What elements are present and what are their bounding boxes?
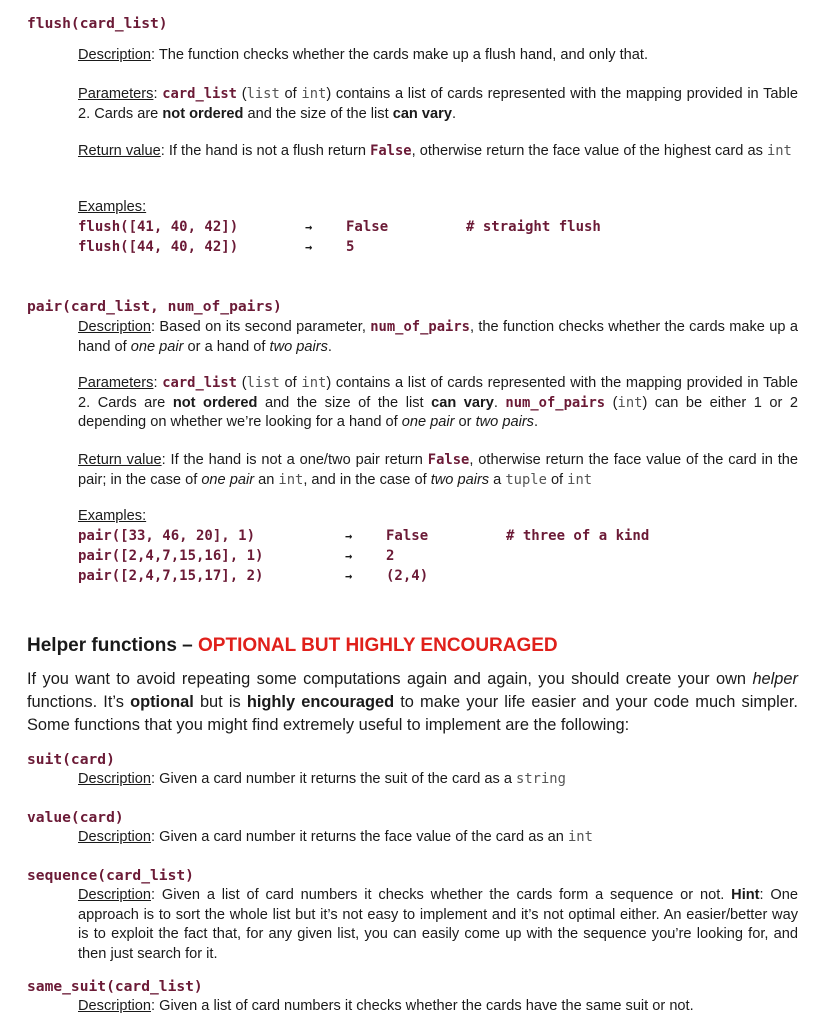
example-call: flush([44, 40, 42]): [78, 239, 239, 255]
arrow-icon: →: [345, 529, 353, 543]
flush-examples-label: Examples:: [78, 199, 147, 215]
example-call: pair([33, 46, 20], 1): [78, 528, 256, 544]
type-name: int: [278, 471, 304, 488]
example-row: [78, 238, 355, 258]
text: : Given a card number it returns the suit of the card as a: [151, 771, 517, 787]
emphasis: two pairs: [430, 471, 490, 488]
type-name: int: [567, 471, 593, 488]
type-name: int: [617, 394, 643, 411]
parameters-label: Parameters: [78, 375, 154, 391]
return-label: Return value: [78, 143, 161, 159]
text: or a hand of: [183, 338, 270, 355]
helpers-intro: [27, 668, 798, 737]
value-signature: value(card): [27, 809, 124, 826]
code-false: False: [370, 143, 412, 159]
param-name: card_list: [162, 375, 237, 391]
emphasis: two pairs: [269, 338, 328, 355]
emphasis: one pair: [201, 471, 255, 488]
text: (: [605, 394, 618, 411]
text: and the size of the list: [257, 394, 432, 411]
emphasis: optional: [130, 693, 194, 711]
heading-highlight: OPTIONAL BUT HIGHLY ENCOURAGED: [198, 635, 558, 656]
emphasis: can vary: [431, 394, 494, 411]
emphasis: not ordered: [172, 394, 258, 411]
text: : Given a list of card numbers it checks whether the cards have the same suit or not.: [151, 998, 694, 1014]
example-result: False: [386, 528, 429, 544]
description-text: : The function checks whether the cards make up a flush hand, and only that.: [151, 47, 649, 63]
example-call: flush([41, 40, 42]): [78, 219, 239, 235]
example-comment: # three of a kind: [506, 528, 650, 544]
text: :: [153, 86, 163, 102]
helpers-heading: [27, 636, 558, 656]
description-label: Description: [78, 47, 151, 63]
text: .: [451, 105, 456, 122]
text: .: [533, 414, 539, 430]
pair-description: [78, 318, 798, 357]
description-label: Description: [78, 998, 151, 1014]
example-row: [78, 218, 601, 238]
suit-description: [78, 770, 798, 790]
pair-signature: pair(card_list, num_of_pairs): [27, 298, 282, 315]
text: ) can be either 1 or 2 depending on whether we’re looking for a hand of: [78, 394, 799, 430]
example-result: (2,4): [386, 568, 429, 584]
text: : Given a list of card numbers it checks whether the cards form a sequence or not.: [151, 887, 732, 903]
flush-description: [78, 46, 798, 66]
text: an: [254, 471, 279, 488]
text: : Given a card number it returns the face value of the card as an: [151, 829, 568, 845]
text: to make your life easier and your code much simpler. Some functions that you might find extremely useful to implement are the following:: [27, 693, 798, 734]
text: ) contains a list of cards represented with the mapping provided in Table 2. Cards are: [78, 375, 799, 411]
text: but is: [193, 693, 247, 711]
text: and the size of the list: [243, 105, 393, 122]
example-call: pair([2,4,7,15,17], 2): [78, 568, 264, 584]
description-label: Description: [78, 829, 151, 845]
description-label: Description: [78, 771, 151, 787]
hint-label: Hint: [731, 887, 760, 903]
example-result: 5: [346, 239, 355, 255]
emphasis: can vary: [392, 105, 452, 122]
text: of: [546, 471, 568, 488]
text: : If the hand is not a one/two pair return: [161, 452, 428, 468]
flush-return-value: [78, 142, 798, 162]
sequence-signature: sequence(card_list): [27, 867, 194, 884]
emphasis: highly encouraged: [246, 693, 395, 711]
example-call: pair([2,4,7,15,16], 1): [78, 548, 264, 564]
suit-signature: suit(card): [27, 751, 115, 768]
text: .: [493, 394, 506, 411]
parameters-label: Parameters: [78, 86, 154, 102]
text: : If the hand is not a flush return: [160, 143, 371, 159]
arrow-icon: →: [305, 220, 313, 234]
type-name: int: [766, 143, 792, 159]
example-row: [78, 567, 429, 587]
param-name: card_list: [162, 86, 237, 102]
text: If you want to avoid repeating some computations again and again, you should create your own: [27, 670, 753, 688]
value-description: [78, 828, 798, 848]
pair-return-value: [78, 451, 798, 490]
arrow-icon: →: [345, 549, 353, 563]
example-row: [78, 547, 395, 567]
type-name: int: [301, 86, 327, 102]
text: or: [454, 414, 476, 430]
text: ) contains a list of cards represented with the mapping provided in Table 2. Cards are: [78, 86, 799, 122]
text: , the function checks whether the cards make up a hand of: [78, 319, 798, 355]
type-name: tuple: [505, 471, 547, 488]
text: , otherwise return the face value of the card in the pair; in the case of: [78, 452, 799, 488]
sequence-description: [78, 886, 798, 964]
example-result: 2: [386, 548, 395, 564]
description-label: Description: [78, 319, 151, 335]
arrow-icon: →: [345, 569, 353, 583]
type-name: int: [567, 829, 593, 845]
text: of: [279, 86, 302, 102]
text: :: [153, 375, 163, 391]
example-result: False: [346, 219, 389, 235]
emphasis: helper: [752, 670, 798, 688]
param-name: num_of_pairs: [505, 394, 606, 411]
flush-signature: flush(card_list): [27, 15, 168, 32]
emphasis: two pairs: [475, 414, 534, 430]
flush-parameters: [78, 85, 798, 124]
text: a: [489, 471, 506, 488]
type-name: list: [246, 86, 280, 102]
example-row: [78, 527, 650, 547]
text: , otherwise return the face value of the highest card as: [411, 143, 767, 159]
code-false: False: [427, 452, 470, 468]
arrow-icon: →: [305, 240, 313, 254]
text: functions. It’s: [27, 693, 131, 711]
text: , and in the case of: [303, 471, 431, 488]
return-label: Return value: [78, 452, 162, 468]
emphasis: not ordered: [162, 105, 244, 122]
text: : One approach is to sort the whole list but it’s not easy to implement and it’s not optimal either. An easier/better way is to exploit the fact that, for any given list, you can easily come up with the sequence you’re looking for, and then just search for it.: [78, 887, 799, 962]
text: (: [236, 375, 247, 391]
type-name: string: [516, 771, 566, 787]
example-comment: # straight flush: [466, 219, 601, 235]
text: of: [279, 375, 302, 391]
same-suit-signature: same_suit(card_list): [27, 978, 203, 995]
pair-examples-label: Examples:: [78, 508, 147, 524]
emphasis: one pair: [130, 338, 184, 355]
heading-text: Helper functions –: [27, 635, 199, 656]
param-name: num_of_pairs: [370, 319, 470, 335]
type-name: int: [301, 375, 327, 391]
text: : Based on its second parameter,: [151, 319, 371, 335]
description-label: Description: [78, 887, 151, 903]
emphasis: one pair: [401, 414, 455, 430]
pair-parameters: [78, 374, 798, 433]
text: .: [327, 338, 332, 355]
type-name: list: [246, 375, 280, 391]
same-suit-description: [78, 997, 798, 1017]
text: (: [236, 86, 247, 102]
